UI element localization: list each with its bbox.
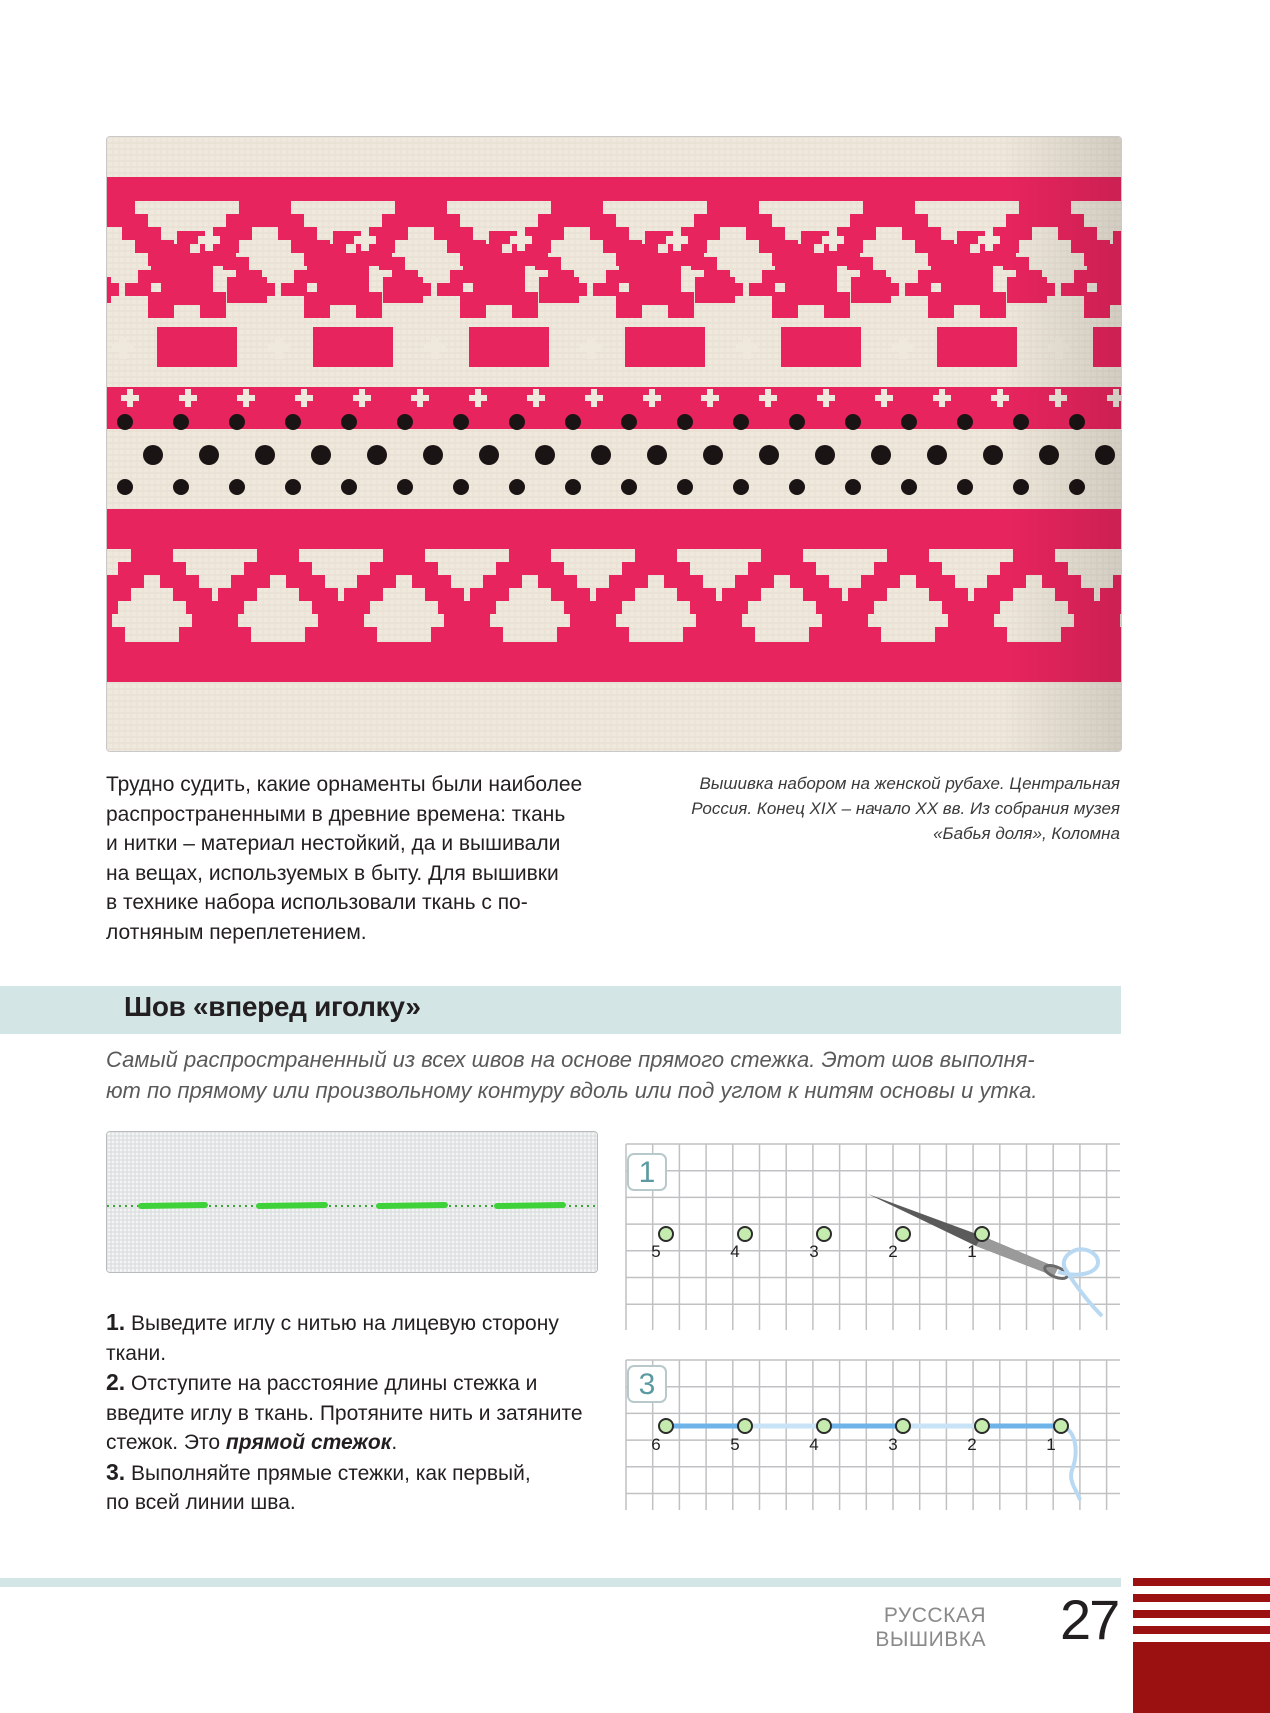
step-number: 2. — [106, 1369, 126, 1395]
stitch-point — [659, 1419, 673, 1433]
point-label: 5 — [730, 1435, 740, 1454]
diagram-step-3 — [626, 1360, 1120, 1510]
running-title: РУССКАЯ ВЫШИВКА — [875, 1604, 986, 1651]
point-label: 3 — [809, 1242, 819, 1261]
caption-line: «Бабья доля», Коломна — [933, 824, 1120, 843]
intro-paragraph — [106, 770, 626, 947]
point-label: 4 — [730, 1242, 740, 1261]
step-number: 1. — [106, 1309, 126, 1335]
thread-line — [666, 1426, 1080, 1500]
point-label: 6 — [651, 1435, 661, 1454]
stitch-point — [896, 1419, 910, 1433]
stitch-point — [975, 1419, 989, 1433]
corner-stripes-icon — [1133, 1578, 1270, 1713]
corner-stripes-decoration — [1133, 1578, 1270, 1713]
section-title: Шов «вперед иголку» — [124, 991, 421, 1022]
intro-line: в технике набора использовали ткань с по- — [106, 891, 528, 914]
step-2-end — [106, 1428, 626, 1458]
point-label: 2 — [888, 1242, 898, 1261]
intro-line: распространенными в древние времена: ткань — [106, 802, 566, 826]
caption-line: Вышивка набором на женской рубахе. Центральная — [699, 774, 1120, 793]
stitch-sample-image — [107, 1132, 597, 1272]
step-1 — [106, 1308, 626, 1339]
photo-caption — [650, 771, 1120, 846]
intro-line: Трудно судить, какие орнаменты были наиболее — [106, 773, 583, 796]
intro-line: лотняным переплетением. — [106, 920, 367, 944]
stitch-point — [1054, 1419, 1068, 1433]
step-text: . — [391, 1431, 398, 1454]
point-label: 1 — [967, 1242, 977, 1261]
step-text: Отступите на расстояние длины стежка и — [131, 1372, 538, 1395]
point-label: 4 — [809, 1435, 819, 1454]
term-emphasis: прямой стежок — [225, 1431, 392, 1454]
diagram-step-1 — [626, 1140, 1120, 1330]
step-text: стежок. Это — [106, 1431, 226, 1454]
diagram-badge — [628, 1366, 666, 1402]
step-1-cont: ткани. — [106, 1341, 167, 1365]
badge-number: 3 — [638, 1368, 656, 1401]
stitch-sample-photo — [106, 1131, 598, 1273]
caption-line: Россия. Конец XIX – начало XX вв. Из собрания музея — [691, 799, 1120, 818]
stitch-point — [738, 1227, 752, 1241]
diagram-1-svg — [626, 1140, 1120, 1330]
stitch-point — [896, 1227, 910, 1241]
point-label: 1 — [1046, 1435, 1056, 1454]
steps-list — [106, 1308, 626, 1518]
stitch-point — [817, 1419, 831, 1433]
badge-number: 1 — [638, 1156, 656, 1189]
embroidery-photo-image — [107, 137, 1121, 751]
point-label: 5 — [651, 1242, 661, 1261]
step-text: Выведите иглу с нитью на лицевую сторону — [131, 1312, 559, 1335]
step-3 — [106, 1458, 626, 1489]
page-number: 27 — [1060, 1588, 1119, 1651]
intro-line: и нитки – материал нестойкий, да и вышивали — [106, 832, 561, 855]
stitch-point — [659, 1227, 673, 1241]
step-3-cont: по всей линии шва. — [106, 1491, 296, 1514]
diagram-points — [651, 1227, 989, 1261]
lead-line: Самый распространенный из всех швов на основе прямого стежка. Этот шов выполня- — [106, 1047, 1035, 1072]
section-lead — [106, 1044, 1126, 1106]
step-2-cont: введите иглу в ткань. Протяните нить и затяните — [106, 1401, 583, 1425]
footer-rule — [0, 1578, 1121, 1587]
diagram-grid — [626, 1144, 1120, 1330]
embroidery-photo — [106, 136, 1122, 752]
stitch-point — [817, 1227, 831, 1241]
stitch-point — [738, 1419, 752, 1433]
point-label: 2 — [967, 1435, 977, 1454]
intro-line: на вещах, используемых в быту. Для вышивки — [106, 861, 559, 885]
step-number: 3. — [106, 1458, 126, 1485]
stitch-point — [975, 1227, 989, 1241]
point-label: 3 — [888, 1435, 898, 1454]
step-2 — [106, 1368, 626, 1399]
diagram-badge — [628, 1154, 666, 1190]
step-text: Выполняйте прямые стежки, как первый, — [131, 1461, 531, 1485]
lead-line: ют по прямому или произвольному контуру вдоль или под углом к нитям основы и утка. — [106, 1078, 1038, 1103]
diagram-3-svg — [626, 1360, 1120, 1510]
